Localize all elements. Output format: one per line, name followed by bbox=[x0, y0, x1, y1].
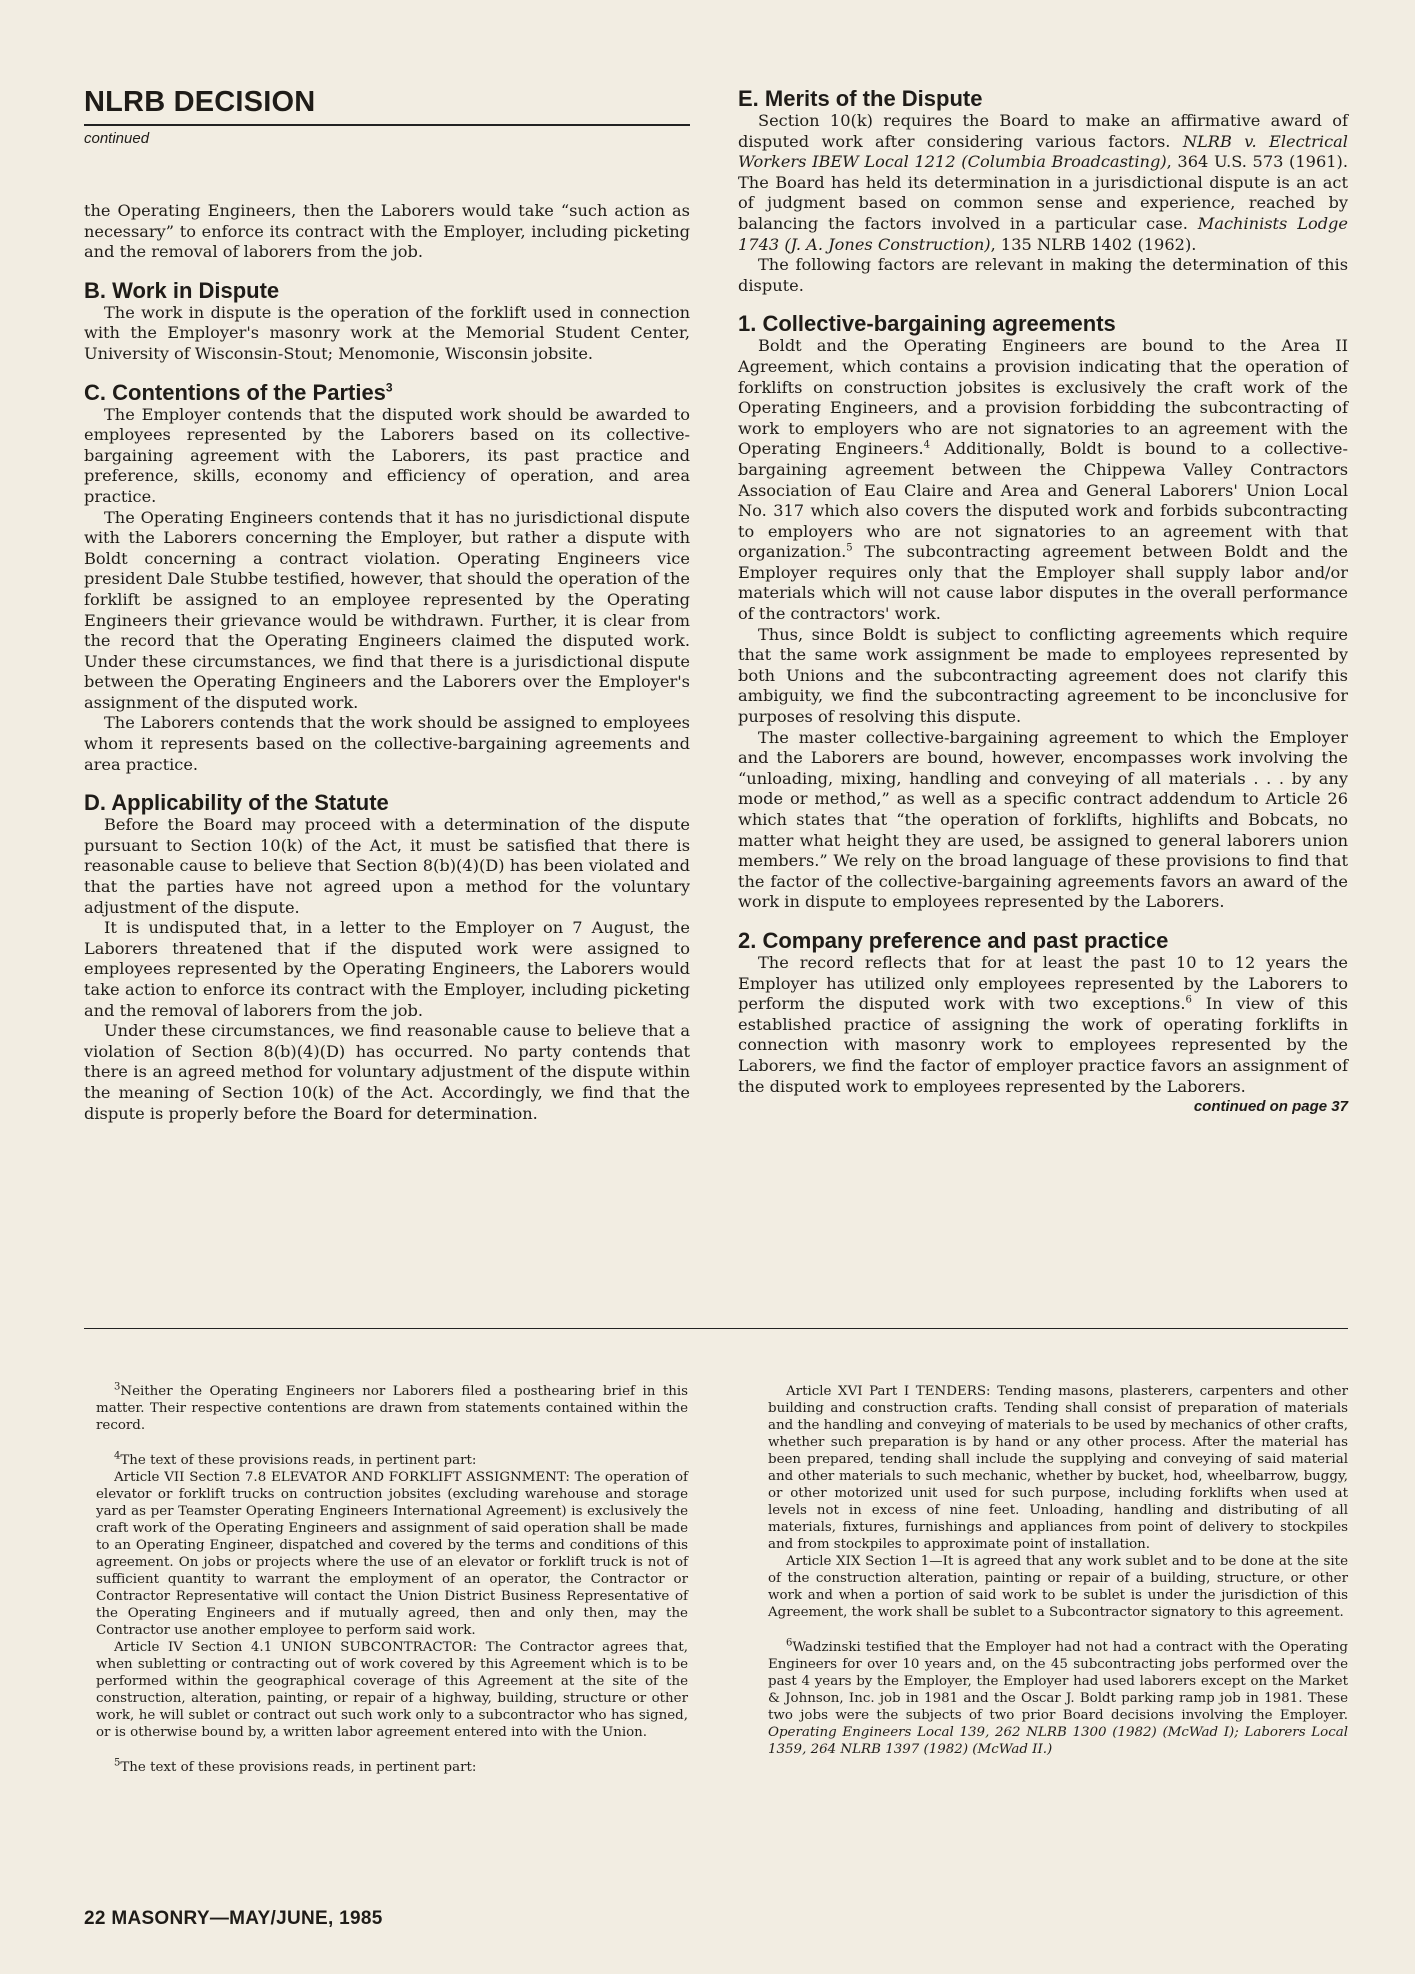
page-footer: 22 MASONRY—MAY/JUNE, 1985 bbox=[84, 1908, 383, 1929]
section-e-paragraph: The following factors are relevant in making the determination of this dispute. bbox=[738, 255, 1348, 295]
section-1-paragraph: Thus, since Boldt is subject to conflicting agreements which require that the same work assignment be made to employees represented by both Unions and the subcontracting agreement does not clarify this ambiguity, we find the subcontracting agreement to be inconclusive for purposes of resolving this dispute. bbox=[738, 624, 1348, 727]
footnote-ref-5: 5 bbox=[846, 542, 853, 554]
footnote-text: Wadzinski testified that the Employer had not had a contract with the Operating Engineers for over 10 years and, on the 45 subcontracting jobs performed over the past 4 years by the Employer, the Employer had used laborers except on the Market & Johnson, Inc. job in 1981 and the Oscar J. Boldt parking ramp job in 1981. These two jobs were the subjects of two prior Board decisions involving the Employer. bbox=[768, 1640, 1348, 1723]
section-1-paragraph bbox=[738, 336, 1348, 624]
left-column bbox=[84, 86, 690, 1124]
footnote-marker: 4 bbox=[114, 1450, 121, 1462]
footnote-4-article-vii: Article VII Section 7.8 ELEVATOR AND FORKLIFT ASSIGNMENT: The operation of elevator or forklift trucks on contruction jobsites (excluding warehouse and storage yard as per Teamster Operating Engineers International Agreement) is exclusively the craft work of the Operating Engineers and assignment of said operation shall be made to an Operating Engineer, dispatched and covered by the terms and conditions of this agreement. On jobs or projects where the use of an elevator or forklift truck is not of sufficient quantity to warrant the employment of an operator, the Contractor or Contractor Representative will contact the Union District Business Representative of the Operating Engineers and if mutually agreed, then and only then, may the Contractor use another employee to perform said work. bbox=[96, 1470, 688, 1638]
section-2-heading: 2. Company preference and past practice bbox=[738, 927, 1169, 953]
footnote-ref-6: 6 bbox=[1185, 994, 1192, 1006]
case-citation: Operating Engineers Local 139, 262 NLRB 1300 (1982) (McWad I); Laborers Local 1359, 264 NLRB 1397 (1982) (McWad II.) bbox=[768, 1725, 1348, 1757]
section-c-paragraph: The Laborers contends that the work should be assigned to employees whom it represents based on the collective-bargaining agreements and area practice. bbox=[84, 713, 690, 774]
text-run: , 364 U.S. 573 (1961). The Board has held its determination in a jurisdictional dispute is an act of judgment based on common sense and experience, reached by balancing the factors involved in a particular case. bbox=[738, 152, 1349, 233]
footnote-ref-3: 3 bbox=[385, 380, 393, 395]
footnote-divider-rule bbox=[84, 1328, 1348, 1329]
section-c-heading bbox=[84, 380, 690, 405]
footnote-4-article-iv: Article IV Section 4.1 UNION SUBCONTRACTOR: The Contractor agrees that, when subletting or contracting out of work covered by this Agreement which is to be performed within the geographical coverage of this Agreement at the site of the construction, alteration, painting, or repair of a highway, building, structure or other work, he will sublet or contract out such work only to a subcontractor who has signed, or is otherwise bound by, a written labor agreement entered into with the Union. bbox=[96, 1640, 688, 1740]
footnotes-right-column bbox=[768, 1383, 1348, 1758]
footnote-marker: 3 bbox=[114, 1381, 121, 1393]
footnote-marker: 5 bbox=[114, 1757, 121, 1769]
footnote-5 bbox=[96, 1759, 688, 1776]
footnote-3 bbox=[96, 1383, 688, 1434]
text-run: The subcontracting agreement between Boldt and the Employer requires only that the Employer shall supply labor and/or materials which will not cause labor disputes in the overall performance of the contractors' work. bbox=[738, 542, 1348, 624]
footnote-text: The text of these provisions reads, in pertinent part: bbox=[120, 1760, 477, 1775]
footnote-marker: 6 bbox=[786, 1637, 793, 1649]
footnote-5-article-xvi: Article XVI Part I TENDERS: Tending masons, plasterers, carpenters and other building and construction crafts. Tending shall consist of preparation of materials and the handling and conveying of materials to be used by mechanics of other crafts, whether such preparation is by hand or any other process. After the material has been prepared, tending shall include the supplying and conveying of said material and other materials to such mechanic, whether by bucket, hod, wheelbarrow, buggy, or other motorized unit used for such purpose, including forklifts when used at levels not in excess of nine feet. Unloading, handling and distributing of all materials, fixtures, furnishings and appliances from point of delivery to stockpiles and from stockpiles to approximate point of installation. bbox=[768, 1384, 1348, 1552]
section-c-paragraph: The Operating Engineers contends that it has no jurisdictional dispute with the Laborers concerning the Employer, but rather a dispute with Boldt concerning a contract violation. Operating Engineers vice president Dale Stubbe testified, however, that should the operation of the forklift be assigned to an employee represented by the Operating Engineers their grievance would be withdrawn. Further, it is clear from the record that the Operating Engineers claimed the disputed work. Under these circumstances, we find that there is a jurisdictional dispute between the Operating Engineers and the Laborers over the Employer's assignment of the disputed work. bbox=[84, 507, 690, 712]
section-b-paragraph: The work in dispute is the operation of the forklift used in connection with the Employer's masonry work at the Memorial Student Center, University of Wisconsin-Stout; Menomonie, Wisconsin jobsite. bbox=[84, 302, 690, 363]
text-run: In view of this established practice of assigning the work of operating forklifts in connection with masonry work to employees represented by the Laborers, we find the factor of employer practice favors an assignment of the disputed work to employees represented by the Laborers. bbox=[738, 994, 1348, 1096]
header-continued-label: continued bbox=[84, 130, 150, 147]
section-d-paragraph: It is undisputed that, in a letter to the Employer on 7 August, the Laborers threatened that if the disputed work were assigned to employees represented by the Operating Engineers, the Laborers would take action to enforce its contract with the Employer, including picketing and the removal of laborers from the job. bbox=[84, 918, 690, 1020]
section-2-paragraph bbox=[738, 952, 1348, 1116]
section-c-paragraph: The Employer contends that the disputed work should be awarded to employees represented by the Laborers based on its collective-bargaining agreement with the Laborers, its past practice and preference, skills, economy and efficiency of operation, and area practice. bbox=[84, 404, 690, 506]
case-citation: NLRB v. Electrical Workers IBEW Local 1212 (Columbia Broadcasting) bbox=[738, 131, 1348, 172]
continued-on-page-label: continued on page 37 bbox=[1193, 1098, 1348, 1116]
footnotes-left-column bbox=[96, 1383, 688, 1776]
text-run: Additionally, Boldt is bound to a collective-bargaining agreement between the Chippewa Valley Contractors Association of Eau Claire and Area and General Laborers' Union Local No. 317 which also covers the disputed work and forbids subcontracting to employers who are not signatories to an agreement with that organization. bbox=[738, 439, 1348, 562]
section-1-paragraph: The master collective-bargaining agreement to which the Employer and the Laborers are bound, however, encompasses work involving the “unloading, mixing, handling and conveying of all materials . . . by any mode or method,” as well as a specific contract addendum to Article 26 which states that “the operation of forklifts, highlifts and Bobcats, no matter what height they are used, be assigned to general laborers union members.” We rely on the broad language of these provisions to find that the factor of the collective-bargaining agreements favors an award of the work in dispute to employees represented by the Laborers. bbox=[738, 727, 1348, 912]
footnote-text: Neither the Operating Engineers nor Laborers filed a posthearing brief in this matter. Their respective contentions are drawn from statements contained within the record. bbox=[96, 1384, 688, 1433]
section-e-heading: E. Merits of the Dispute bbox=[738, 86, 983, 111]
intro-paragraph: the Operating Engineers, then the Laborers would take “such action as necessary” to enforce its contract with the Employer, including picketing and the removal of laborers from the job. bbox=[84, 201, 690, 262]
footnote-4 bbox=[96, 1452, 688, 1469]
footnote-5-article-xix: Article XIX Section 1—It is agreed that any work sublet and to be done at the site of the construction alteration, painting or repair of a building, structure, or other work and when a portion of said work to be sublet is under the jurisdiction of this Agreement, the work shall be sublet to a Subcontractor signatory to this agreement. bbox=[768, 1554, 1348, 1620]
section-e-paragraph bbox=[738, 111, 1348, 255]
footnote-text: The text of these provisions reads, in pertinent part: bbox=[120, 1453, 477, 1468]
text-run: , 135 NLRB 1402 (1962). bbox=[990, 234, 1197, 254]
header-rule bbox=[84, 124, 690, 126]
section-d-paragraph: Under these circumstances, we find reasonable cause to believe that a violation of Section 8(b)(4)(D) has occurred. No party contends that there is an agreed method for voluntary adjustment of the dispute within the meaning of Section 10(k) of the Act. Accordingly, we find that the dispute is properly before the Board for determination. bbox=[84, 1021, 690, 1123]
section-1-heading: 1. Collective-bargaining agreements bbox=[738, 311, 1116, 337]
footnote-6 bbox=[768, 1639, 1348, 1758]
footnote-ref-4: 4 bbox=[923, 439, 931, 451]
text-run: The record reflects that for at least the past 10 to 12 years the Employer has utilized only employees represented by the Laborers to perform the disputed work with two exceptions. bbox=[738, 952, 1348, 1014]
case-citation: Machinists Lodge 1743 (J. A. Jones Construction) bbox=[738, 213, 1349, 254]
right-column bbox=[738, 86, 1348, 1118]
page-header-title: NLRB DECISION bbox=[84, 86, 316, 118]
section-d-heading: D. Applicability of the Statute bbox=[84, 790, 389, 816]
text-run: Boldt and the Operating Engineers are bound to the Area II Agreement, which contains a provision indicating that the operation of forklifts on construction jobsites is exclusively the craft work of the Operating Engineers, and a provision forbidding the subcontracting of work to employers who are not signatories to an agreement with the Operating Engineers. bbox=[738, 336, 1348, 459]
text-run: Section 10(k) requires the Board to make an affirmative award of disputed work after considering various factors. bbox=[738, 111, 1348, 151]
section-d-paragraph: Before the Board may proceed with a determination of the dispute pursuant to Section 10(k) of the Act, it must be satisfied that there is reasonable cause to believe that Section 8(b)(4)(D) has been violated and that the parties have not agreed upon a method for the voluntary adjustment of the dispute. bbox=[84, 815, 690, 917]
section-c-heading-text: C. Contentions of the Parties bbox=[84, 379, 386, 405]
section-b-heading: B. Work in Dispute bbox=[84, 277, 280, 303]
